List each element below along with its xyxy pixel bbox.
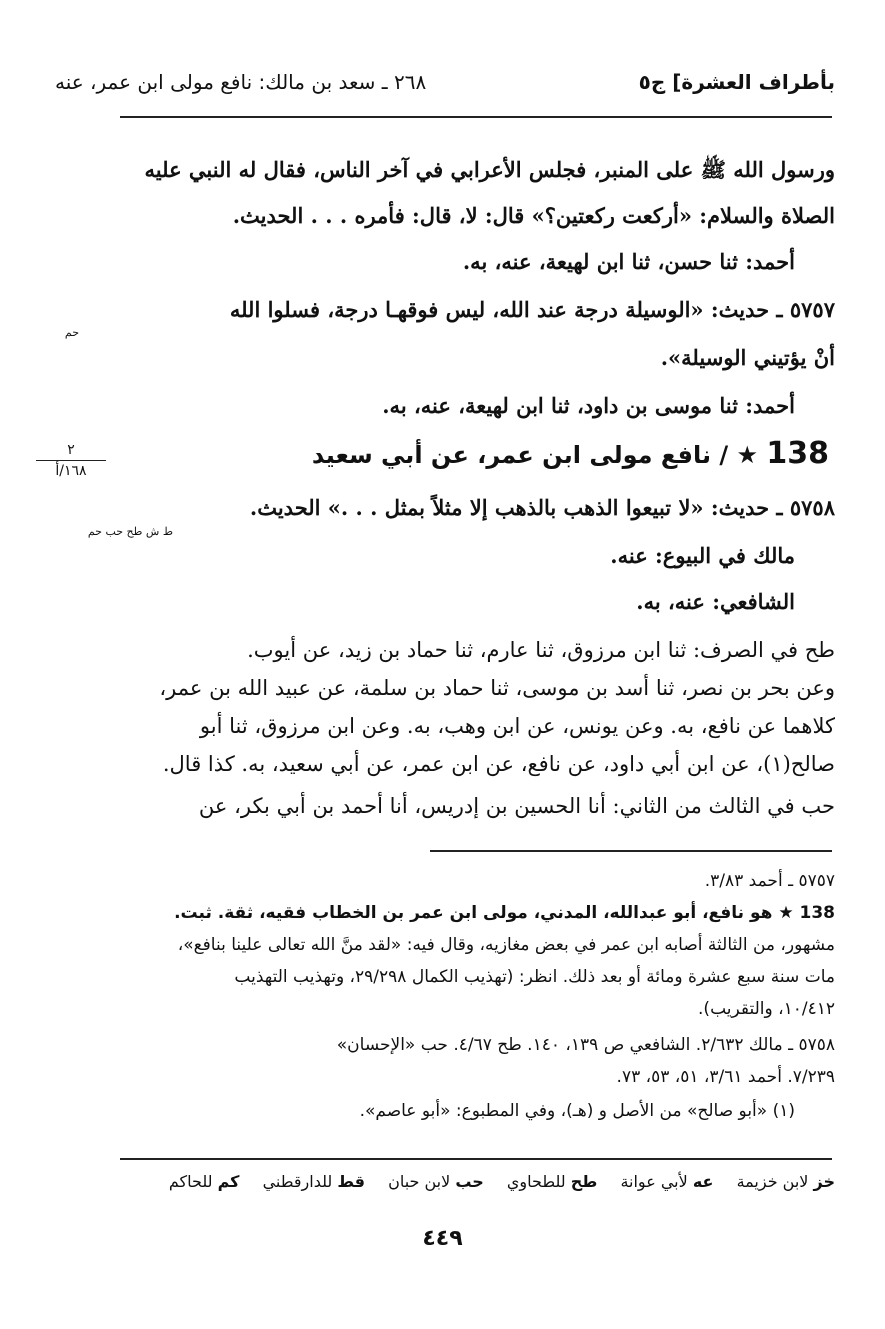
- page-number: ٤٤٩: [422, 1226, 463, 1251]
- running-header: [55, 66, 835, 106]
- footnote-line: مات سنة سبع عشرة ومائة أو بعد ذلك. انظر: (تهذيب الكمال ٢٩/٢٩٨، وتهذيب التهذيب: [234, 967, 835, 987]
- section-title: نافع مولى ابن عمر، عن أبي سعيد: [311, 441, 712, 469]
- abbrev-item: كم للحاكم: [168, 1172, 240, 1191]
- section-heading: [312, 436, 829, 471]
- bottom-divider: [120, 1158, 832, 1160]
- footnote-line: ٥٧٥٨ ـ مالك ٢/٦٣٢. الشافعي ص ١٣٩، ١٤٠. طح ٤/٦٧. حب «الإحسان»: [336, 1035, 835, 1055]
- margin-manuscript-ref: [36, 440, 106, 481]
- star-icon: ★ /: [711, 441, 759, 469]
- running-title: ٢٦٨ ـ سعد بن مالك: نافع مولى ابن عمر، عنه: [55, 70, 427, 94]
- body-line: أحمد: ثنا حسن، ثنا ابن لهيعة، عنه، به.: [462, 249, 795, 274]
- footnote-line: 138 ★ هو نافع، أبو عبدالله، المدني، مولى ابن عمر بن الخطاب فقيه، ثقة. ثبت.: [174, 903, 835, 923]
- footnote-line: ٧/٢٣٩. أحمد ٣/٦١، ٥١، ٥٣، ٧٣.: [616, 1067, 835, 1087]
- body-line: حب في الثالث من الثاني: أنا الحسين بن إدريس، أنا أحمد بن أبي بكر، عن: [198, 794, 835, 818]
- abbrev-item: عه لأبي عوانة: [620, 1172, 714, 1191]
- sigla-5758: ط ش طح حب حم: [87, 525, 173, 538]
- footnote-line: ٥٧٥٧ ـ أحمد ٣/٨٣.: [704, 871, 835, 891]
- body-line: ورسول الله ﷺ على المنبر، فجلس الأعرابي في آخر الناس، فقال له النبي عليه: [144, 157, 835, 182]
- header-divider: [120, 116, 832, 118]
- footnote-divider: [430, 850, 832, 852]
- body-line: الصلاة والسلام: «أركعت ركعتين؟» قال: لا، قال: فأمره . . . الحديث.: [232, 203, 835, 228]
- body-line: طح في الصرف: ثنا ابن مرزوق، ثنا عارم، ثنا حماد بن زيد، عن أيوب.: [247, 638, 835, 662]
- hadith-5757-line: ٥٧٥٧ ـ حديث: «الوسيلة درجة عند الله، ليس فوقهـا درجة، فسلوا الله: [229, 297, 835, 322]
- abbrev-item: حب لابن حبان: [388, 1172, 484, 1191]
- footnote-line: ١٠/٤١٢، والتقريب).: [698, 999, 835, 1019]
- abbrev-item: قط للدارقطني: [262, 1172, 365, 1191]
- abbreviation-legend: [55, 1172, 835, 1191]
- body-line: وعن بحر بن نصر، ثنا أسد بن موسى، ثنا حماد بن سلمة، عن عبيد الله بن عمر،: [159, 676, 835, 700]
- body-line: كلاهما عن نافع، به. وعن يونس، عن ابن وهب، به. وعن ابن مرزوق، ثنا أبو: [199, 714, 835, 738]
- hadith-5758-line: ٥٧٥٨ ـ حديث: «لا تبيعوا الذهب بالذهب إلا مثلاً بمثل . . .» الحديث.: [249, 495, 835, 520]
- footnote-line: (١) «أبو صالح» من الأصل و (هـ)، وفي المطبوع: «أبو عاصم».: [359, 1101, 795, 1121]
- margin-ref-bottom: ١٦٨/أ: [36, 460, 106, 481]
- body-line: أحمد: ثنا موسى بن داود، ثنا ابن لهيعة، عنه، به.: [382, 393, 795, 418]
- body-line: صالح(١)، عن ابن أبي داود، عن نافع، عن ابن عمر، عن أبي سعيد، به. كذا قال.: [162, 752, 835, 776]
- abbrev-item: خز لابن خزيمة: [736, 1172, 835, 1191]
- footnote-line: مشهور، من الثالثة أصابه ابن عمر في بعض مغازيه، وقال فيه: «لقد منَّ الله تعالى علينا بنافع»،: [177, 935, 835, 955]
- body-line: مالك في البيوع: عنه.: [610, 543, 795, 568]
- section-number: 138: [766, 436, 829, 471]
- margin-ref-top: ٢: [67, 442, 75, 458]
- body-line: أنْ يؤتيني الوسيلة».: [660, 345, 835, 370]
- sigla-hm: حم: [64, 326, 79, 339]
- abbrev-item: طح للطحاوي: [506, 1172, 598, 1191]
- body-line: الشافعي: عنه، به.: [636, 589, 795, 614]
- book-title: بأطراف العشرة] ج٥: [638, 70, 835, 94]
